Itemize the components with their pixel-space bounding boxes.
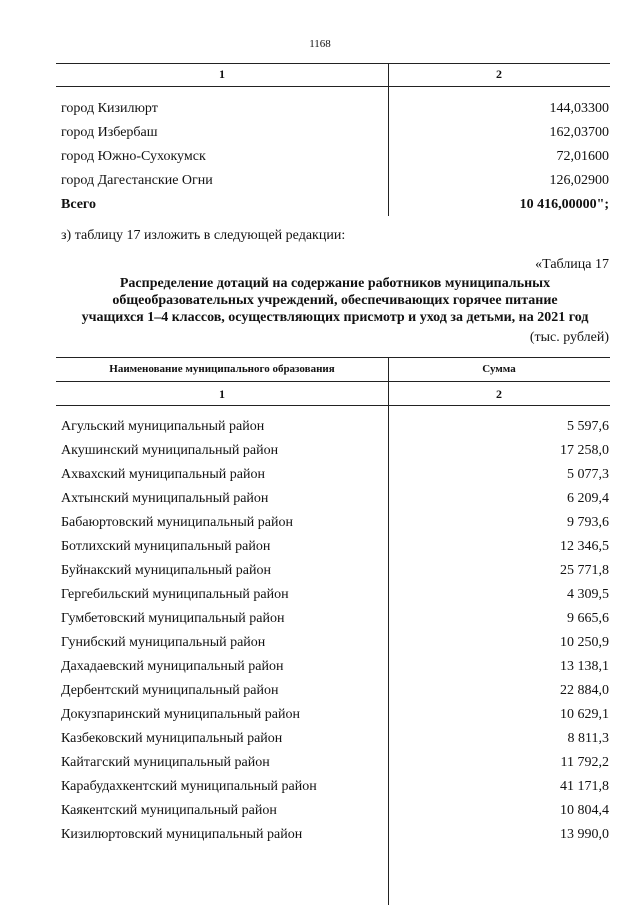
- row-name: город Южно-Сухокумск: [61, 149, 206, 164]
- row-name: город Кизилюрт: [61, 101, 158, 116]
- row-value: 10 629,1: [560, 707, 609, 722]
- row-name: Ботлихский муниципальный район: [61, 539, 271, 554]
- row-name: Дербентский муниципальный район: [61, 683, 279, 698]
- row-name: Каякентский муниципальный район: [61, 803, 277, 818]
- table-row: [61, 800, 609, 822]
- row-value: 41 171,8: [560, 779, 609, 794]
- table-row: [61, 728, 609, 750]
- row-value: 17 258,0: [560, 443, 609, 458]
- row-name: Ахвахский муниципальный район: [61, 467, 265, 482]
- section-title-line: Распределение дотаций на содержание работников муниципальных: [119, 276, 551, 291]
- row-name: Бабаюртовский муниципальный район: [61, 515, 293, 530]
- row-name: Гунибский муниципальный район: [61, 635, 266, 650]
- units-note: (тыс. рублей): [529, 330, 609, 345]
- table-row: [61, 560, 609, 582]
- table2-top-rule: [56, 357, 610, 358]
- table-total-row: [61, 194, 609, 216]
- row-name: Гумбетовский муниципальный район: [61, 611, 285, 626]
- row-name: Кизилюртовский муниципальный район: [61, 827, 303, 842]
- table-row: [61, 122, 609, 144]
- table-row: [61, 704, 609, 726]
- table1-header-col2: 2: [496, 67, 502, 81]
- table-row: [61, 170, 609, 192]
- row-value: 5 597,6: [567, 419, 609, 434]
- row-value: 162,03700: [549, 125, 609, 140]
- row-name: Буйнакский муниципальный район: [61, 563, 271, 578]
- column-number-1: 1: [219, 387, 225, 401]
- table-row: [61, 98, 609, 120]
- section-title-line: учащихся 1–4 классов, осуществляющих присмотр и уход за детьми, на 2021 год: [81, 310, 589, 325]
- table-row: [61, 536, 609, 558]
- table-row: [61, 680, 609, 702]
- row-name: Гергебильский муниципальный район: [61, 587, 289, 602]
- table-reference: «Таблица 17: [535, 257, 609, 272]
- table-row: [61, 488, 609, 510]
- table-row: [61, 440, 609, 462]
- row-value: 6 209,4: [567, 491, 609, 506]
- column-header-name: Наименование муниципального образования: [109, 363, 335, 375]
- page-number: 1168: [309, 38, 331, 50]
- row-name: Казбековский муниципальный район: [61, 731, 283, 746]
- table1-header-col1: 1: [219, 67, 225, 81]
- table-row: [61, 608, 609, 630]
- row-name: город Дагестанские Огни: [61, 173, 213, 188]
- row-name: Агульский муниципальный район: [61, 419, 265, 434]
- row-value: 13 138,1: [560, 659, 609, 674]
- table1-top-rule: [56, 63, 610, 64]
- row-value: 10 804,4: [560, 803, 609, 818]
- row-name: Акушинский муниципальный район: [61, 443, 279, 458]
- row-name: Докузпаринский муниципальный район: [61, 707, 300, 722]
- table-row: [61, 632, 609, 654]
- row-value: 144,03300: [549, 101, 609, 116]
- table-row: [61, 752, 609, 774]
- row-value: 13 990,0: [560, 827, 609, 842]
- row-name: Дахадаевский муниципальный район: [61, 659, 284, 674]
- row-value: 4 309,5: [567, 587, 609, 602]
- section-title-line: общеобразовательных учреждений, обеспечивающих горячее питание: [112, 293, 558, 308]
- row-name: Кайтагский муниципальный район: [61, 755, 270, 770]
- table-row: [61, 584, 609, 606]
- row-value: 9 665,6: [567, 611, 609, 626]
- total-value: 10 416,00000";: [519, 197, 609, 212]
- column-number-2: 2: [496, 387, 502, 401]
- row-value: 22 884,0: [560, 683, 609, 698]
- table-row: [61, 656, 609, 678]
- row-value: 9 793,6: [567, 515, 609, 530]
- total-label: Всего: [61, 197, 96, 212]
- table-row: [61, 464, 609, 486]
- row-name: Карабудахкентский муниципальный район: [61, 779, 317, 794]
- row-value: 25 771,8: [560, 563, 609, 578]
- row-value: 12 346,5: [560, 539, 609, 554]
- row-value: 126,02900: [549, 173, 609, 188]
- table2-header-rule: [56, 381, 610, 382]
- table2-number-rule: [56, 405, 610, 406]
- amendment-paragraph: з) таблицу 17 изложить в следующей редакции:: [61, 228, 346, 243]
- row-value: 8 811,3: [567, 731, 609, 746]
- row-value: 72,01600: [556, 149, 609, 164]
- row-value: 5 077,3: [567, 467, 609, 482]
- table-row: [61, 776, 609, 798]
- column-header-sum: Сумма: [482, 363, 516, 375]
- row-name: Ахтынский муниципальный район: [61, 491, 269, 506]
- row-value: 11 792,2: [560, 755, 609, 770]
- table1-header-rule: [56, 86, 610, 87]
- row-name: город Избербаш: [61, 125, 158, 140]
- row-value: 10 250,9: [560, 635, 609, 650]
- table-row: [61, 512, 609, 534]
- table-row: [61, 146, 609, 168]
- table-row: [61, 824, 609, 846]
- section-title: [40, 275, 630, 326]
- table-row: [61, 416, 609, 438]
